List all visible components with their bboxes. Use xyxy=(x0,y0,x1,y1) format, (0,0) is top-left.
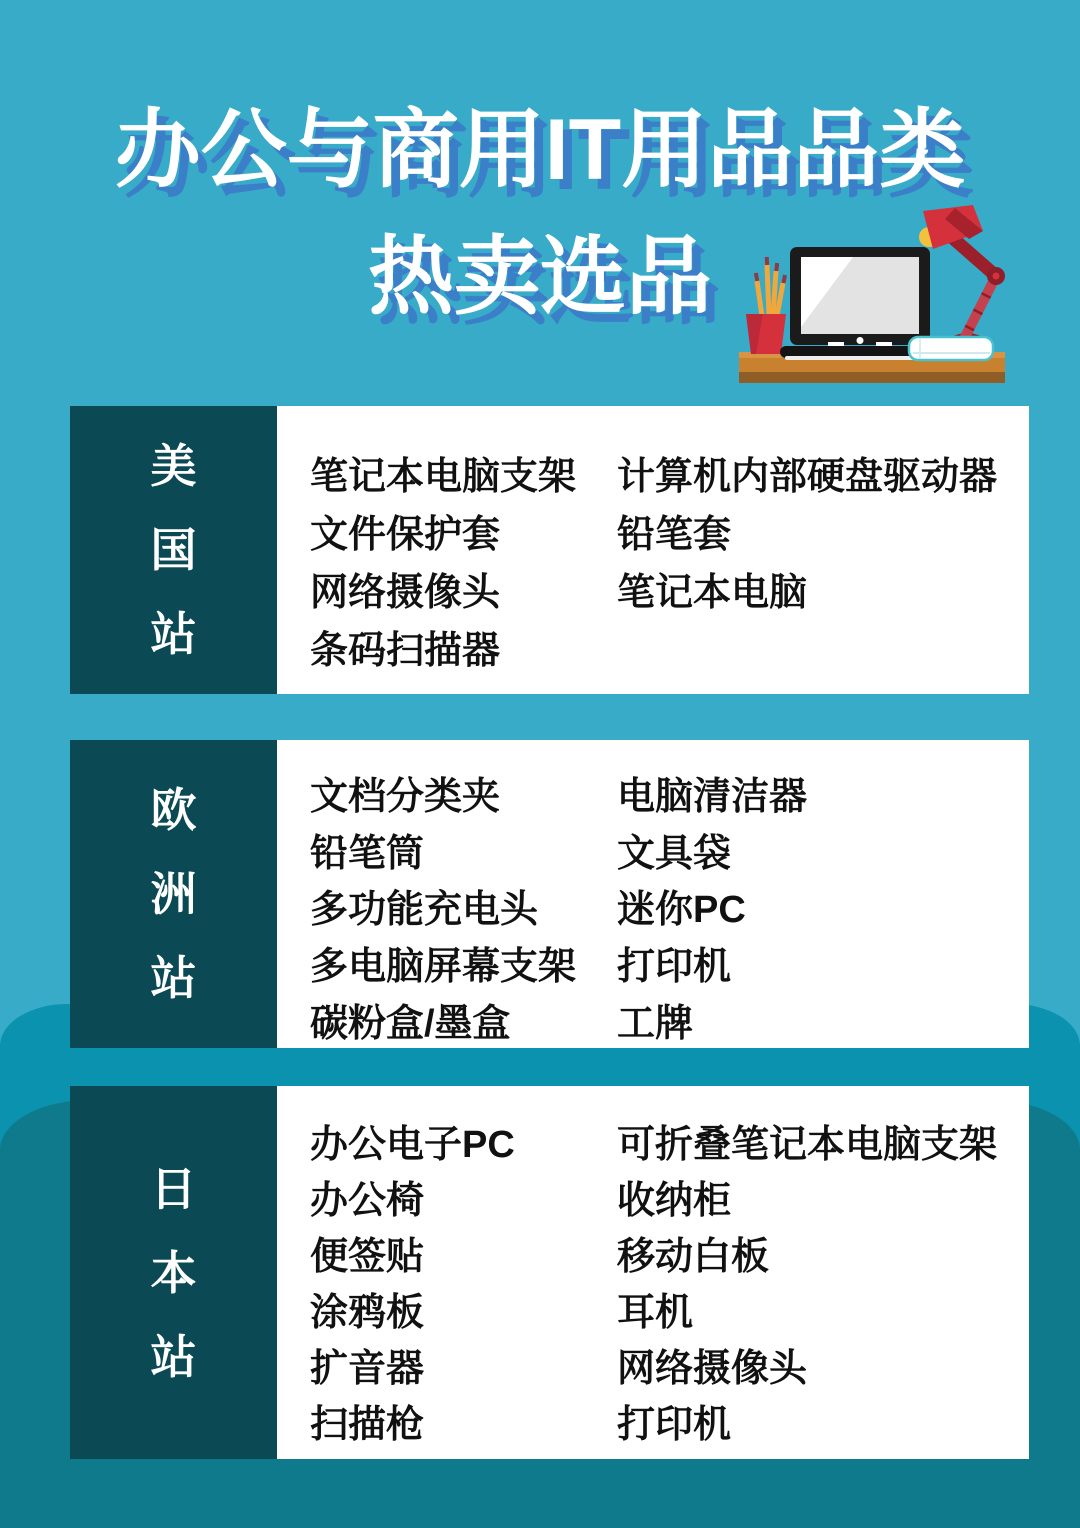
site-label-char: 国 xyxy=(150,524,197,576)
site-label-char: 洲 xyxy=(150,868,197,920)
site-label-us xyxy=(70,406,277,694)
product-list-us xyxy=(277,406,1029,694)
product-item: 笔记本电脑 xyxy=(617,571,808,614)
product-item: 耳机 xyxy=(617,1291,694,1334)
site-label-char: 站 xyxy=(150,952,197,1004)
product-column-2 xyxy=(617,1086,1029,1459)
product-item: 电脑清洁器 xyxy=(617,775,808,818)
product-column-1 xyxy=(277,740,617,1048)
product-column-1 xyxy=(277,1086,617,1459)
site-label-char: 欧 xyxy=(150,784,197,836)
product-item: 打印机 xyxy=(617,946,732,989)
site-section-jp xyxy=(70,1086,1029,1459)
desk-illustration xyxy=(733,203,1018,388)
product-item: 计算机内部硬盘驱动器 xyxy=(617,455,998,498)
product-item: 文档分类夹 xyxy=(310,775,501,818)
poster-title-line2: 热卖选品 xyxy=(368,229,712,325)
product-column-2 xyxy=(617,406,1029,694)
product-item: 移动白板 xyxy=(617,1235,770,1278)
product-item: 条码扫描器 xyxy=(310,629,501,672)
site-label-jp xyxy=(70,1086,277,1459)
product-item: 工牌 xyxy=(617,1003,694,1046)
site-section-us xyxy=(70,406,1029,694)
desk-lamp-icon xyxy=(919,205,1005,354)
product-column-2 xyxy=(617,740,1029,1048)
site-label-char: 站 xyxy=(150,1330,197,1383)
product-item: 打印机 xyxy=(617,1403,732,1446)
product-item: 多功能充电头 xyxy=(310,889,539,932)
site-label-char: 日 xyxy=(150,1162,197,1215)
product-item: 可折叠笔记本电脑支架 xyxy=(617,1123,998,1166)
product-item: 网络摄像头 xyxy=(617,1347,808,1390)
product-item: 碳粉盒/墨盒 xyxy=(310,1003,511,1046)
site-label-eu xyxy=(70,740,277,1048)
product-item: 笔记本电脑支架 xyxy=(310,455,577,498)
site-section-eu xyxy=(70,740,1029,1048)
site-label-char: 站 xyxy=(150,608,197,660)
product-item: 便签贴 xyxy=(310,1235,425,1278)
product-item: 涂鸦板 xyxy=(310,1291,425,1334)
product-item: 网络摄像头 xyxy=(310,571,501,614)
product-item: 铅笔套 xyxy=(617,513,732,556)
product-item: 扫描枪 xyxy=(310,1403,425,1446)
poster-title-line1: 办公与商用IT用品品类 xyxy=(114,102,966,198)
product-item: 铅笔筒 xyxy=(310,832,425,875)
product-item: 扩音器 xyxy=(310,1347,425,1390)
product-item: 办公椅 xyxy=(310,1179,425,1222)
product-list-eu xyxy=(277,740,1029,1048)
pencil-cup-icon xyxy=(746,257,786,354)
product-item: 收纳柜 xyxy=(617,1179,732,1222)
product-column-1 xyxy=(277,406,617,694)
site-label-char: 本 xyxy=(150,1246,197,1299)
product-list-jp xyxy=(277,1086,1029,1459)
product-item: 迷你PC xyxy=(617,889,746,932)
product-item: 文具袋 xyxy=(617,832,732,875)
product-item: 文件保护套 xyxy=(310,513,501,556)
product-item: 办公电子PC xyxy=(310,1123,515,1166)
site-label-char: 美 xyxy=(150,440,197,492)
product-item: 多电脑屏幕支架 xyxy=(310,946,577,989)
book-icon xyxy=(909,337,993,360)
